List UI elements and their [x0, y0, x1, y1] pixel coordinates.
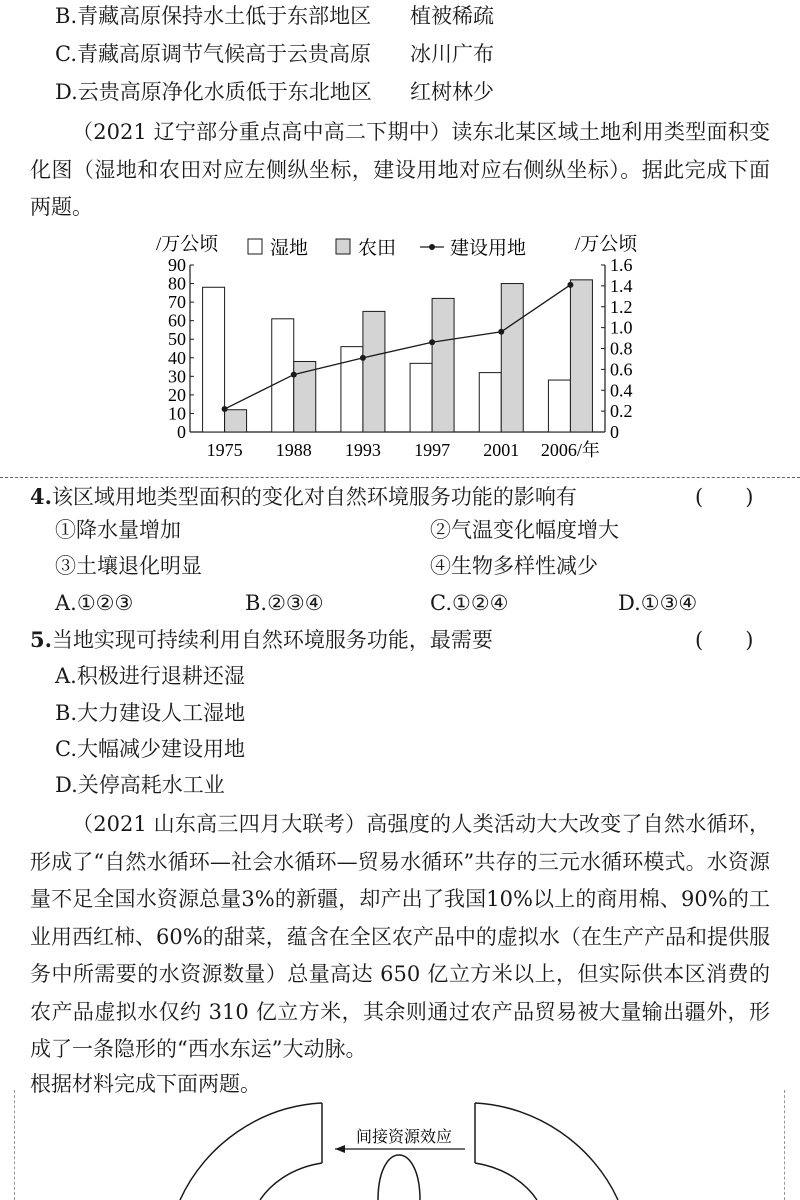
diagram-center-arch: [378, 1155, 420, 1200]
prev-option-b-reason: 植被稀疏: [410, 4, 494, 28]
prev-option-b: B.青藏高原保持水土低于东部地区: [55, 4, 372, 28]
bar-wetland: [548, 380, 570, 432]
q5-option-b[interactable]: B.大力建设人工湿地: [55, 701, 246, 725]
bar-wetland: [341, 347, 363, 432]
question-4-stem: 4.该区域用地类型面积的变化对自然环境服务功能的影响有: [30, 484, 577, 509]
legend-swatch-wetland: [248, 239, 262, 254]
water-cycle-diagram: [150, 1100, 650, 1200]
right-tick-label: 0: [610, 422, 619, 442]
left-tick-label: 0: [177, 422, 186, 442]
section-divider: [0, 477, 800, 478]
q4-option-c[interactable]: C.①②④: [430, 591, 509, 615]
left-tick-label: 90: [168, 255, 186, 275]
point-construction: [429, 339, 435, 345]
left-tick-label: 20: [168, 384, 186, 405]
x-tick-label: 1993: [344, 440, 381, 460]
bar-farmland: [570, 280, 592, 432]
bar-farmland: [225, 410, 247, 432]
intro-paragraph-2: （2021 山东高三四月大联考）高强度的人类活动大大改变了自然水循环，形成了“自然水循环—社会水循环—贸易水循环”共存的三元水循环模式。水资源量不足全国水资源总量3%的新疆，却产出了我国10%以上的商用棉、90%的工业用西红柿、60%的甜菜，蕴含在全区农产品中的虚拟水（在生产产品和提供服务中所需要的水资源数量）总量高达 650 亿立方米以上，但实际供本区消费的农产品虚拟水仅约 310 亿立方米，其余则通过农产品贸易被大量输出疆外，形成了一条隐形的“西水东运”大动脉。: [30, 812, 770, 1061]
diagram-inner-arc-right: [475, 1163, 537, 1200]
intro-paragraph-2-last: 根据材料完成下面两题。: [30, 1072, 261, 1096]
right-tick-label: 1.6: [610, 255, 633, 275]
diagram-outer-ring-right: [475, 1103, 618, 1200]
prev-option-d: D.云贵高原净化水质低于东北地区: [55, 80, 372, 104]
legend-label-wetland: 湿地: [270, 238, 309, 259]
right-axis-unit: /万公顷: [575, 234, 638, 255]
q4-item-4: ④生物多样性减少: [430, 554, 598, 578]
bar-wetland: [479, 373, 501, 432]
left-tick-label: 40: [168, 347, 186, 368]
diagram-inner-arc-left: [260, 1163, 322, 1200]
q5-option-d[interactable]: D.关停高耗水工业: [55, 773, 225, 797]
legend-swatch-farmland: [336, 239, 350, 254]
q4-item-2: ②气温变化幅度增大: [430, 518, 619, 542]
legend-label-farmland: 农田: [358, 238, 397, 259]
x-tick-label: 1975: [206, 440, 243, 460]
right-tick-label: 0.4: [610, 380, 633, 401]
right-tick-label: 1.4: [610, 275, 633, 296]
question-4-answer-blank[interactable]: ( ): [695, 485, 754, 509]
q4-option-a[interactable]: A.①②③: [55, 591, 134, 615]
bar-farmland: [501, 284, 523, 432]
diagram-label: 间接资源效应: [356, 1129, 453, 1146]
left-tick-label: 80: [168, 273, 186, 294]
x-tick-label: 1997: [414, 440, 451, 460]
left-axis-unit: /万公顷: [156, 234, 219, 255]
point-construction: [291, 372, 297, 378]
right-tick-label: 0.6: [610, 359, 633, 380]
left-tick-label: 70: [168, 292, 186, 313]
left-tick-label: 10: [168, 403, 186, 424]
prev-option-c-reason: 冰川广布: [410, 42, 494, 66]
question-5-stem: 5.当地实现可持续利用自然环境服务功能，最需要: [30, 627, 493, 652]
intro-paragraph-1: （2021 辽宁部分重点高中高二下期中）读东北某区域土地利用类型面积变化图（湿地和农田对应左侧纵坐标，建设用地对应右侧纵坐标）。据此完成下面两题。: [30, 120, 770, 219]
legend-marker-construction: [429, 244, 435, 250]
point-construction: [222, 406, 228, 412]
q5-option-c[interactable]: C.大幅减少建设用地: [55, 737, 245, 761]
point-construction: [498, 329, 504, 335]
diagram-arrow-head: [335, 1145, 345, 1153]
q4-option-b[interactable]: B.②③④: [245, 591, 324, 615]
left-tick-label: 50: [168, 329, 186, 350]
right-tick-label: 0.2: [610, 401, 633, 422]
land-use-chart: [150, 228, 670, 466]
q4-item-1: ①降水量增加: [55, 518, 181, 542]
q4-option-d[interactable]: D.①③④: [618, 591, 698, 615]
right-tick-label: 0.8: [610, 338, 633, 359]
x-tick-label: 2001: [483, 440, 520, 460]
question-5-answer-blank[interactable]: ( ): [695, 628, 754, 652]
bar-farmland: [432, 298, 454, 432]
point-construction: [567, 282, 573, 288]
bar-wetland: [203, 287, 225, 432]
prev-option-d-reason: 红树林少: [410, 80, 494, 104]
q4-item-3: ③土壤退化明显: [55, 554, 202, 578]
chart-legend: [248, 237, 526, 259]
legend-label-construction: 建设用地: [450, 238, 527, 259]
left-tick-label: 60: [168, 310, 186, 331]
point-construction: [360, 355, 366, 361]
prev-option-c: C.青藏高原调节气候高于云贵高原: [55, 42, 372, 66]
diagram-outer-ring-left: [180, 1103, 322, 1200]
bar-wetland: [410, 363, 432, 432]
bar-wetland: [272, 319, 294, 432]
x-tick-label: 1988: [275, 440, 312, 460]
q5-option-a[interactable]: A.积极进行退耕还湿: [55, 664, 245, 688]
margin-left: [14, 1090, 15, 1200]
bar-farmland: [363, 311, 385, 432]
right-tick-label: 1.0: [610, 317, 633, 338]
right-tick-label: 1.2: [610, 296, 633, 317]
left-tick-label: 30: [168, 366, 186, 387]
x-tick-label: 2006/年: [540, 440, 600, 460]
margin-right: [784, 1090, 785, 1200]
